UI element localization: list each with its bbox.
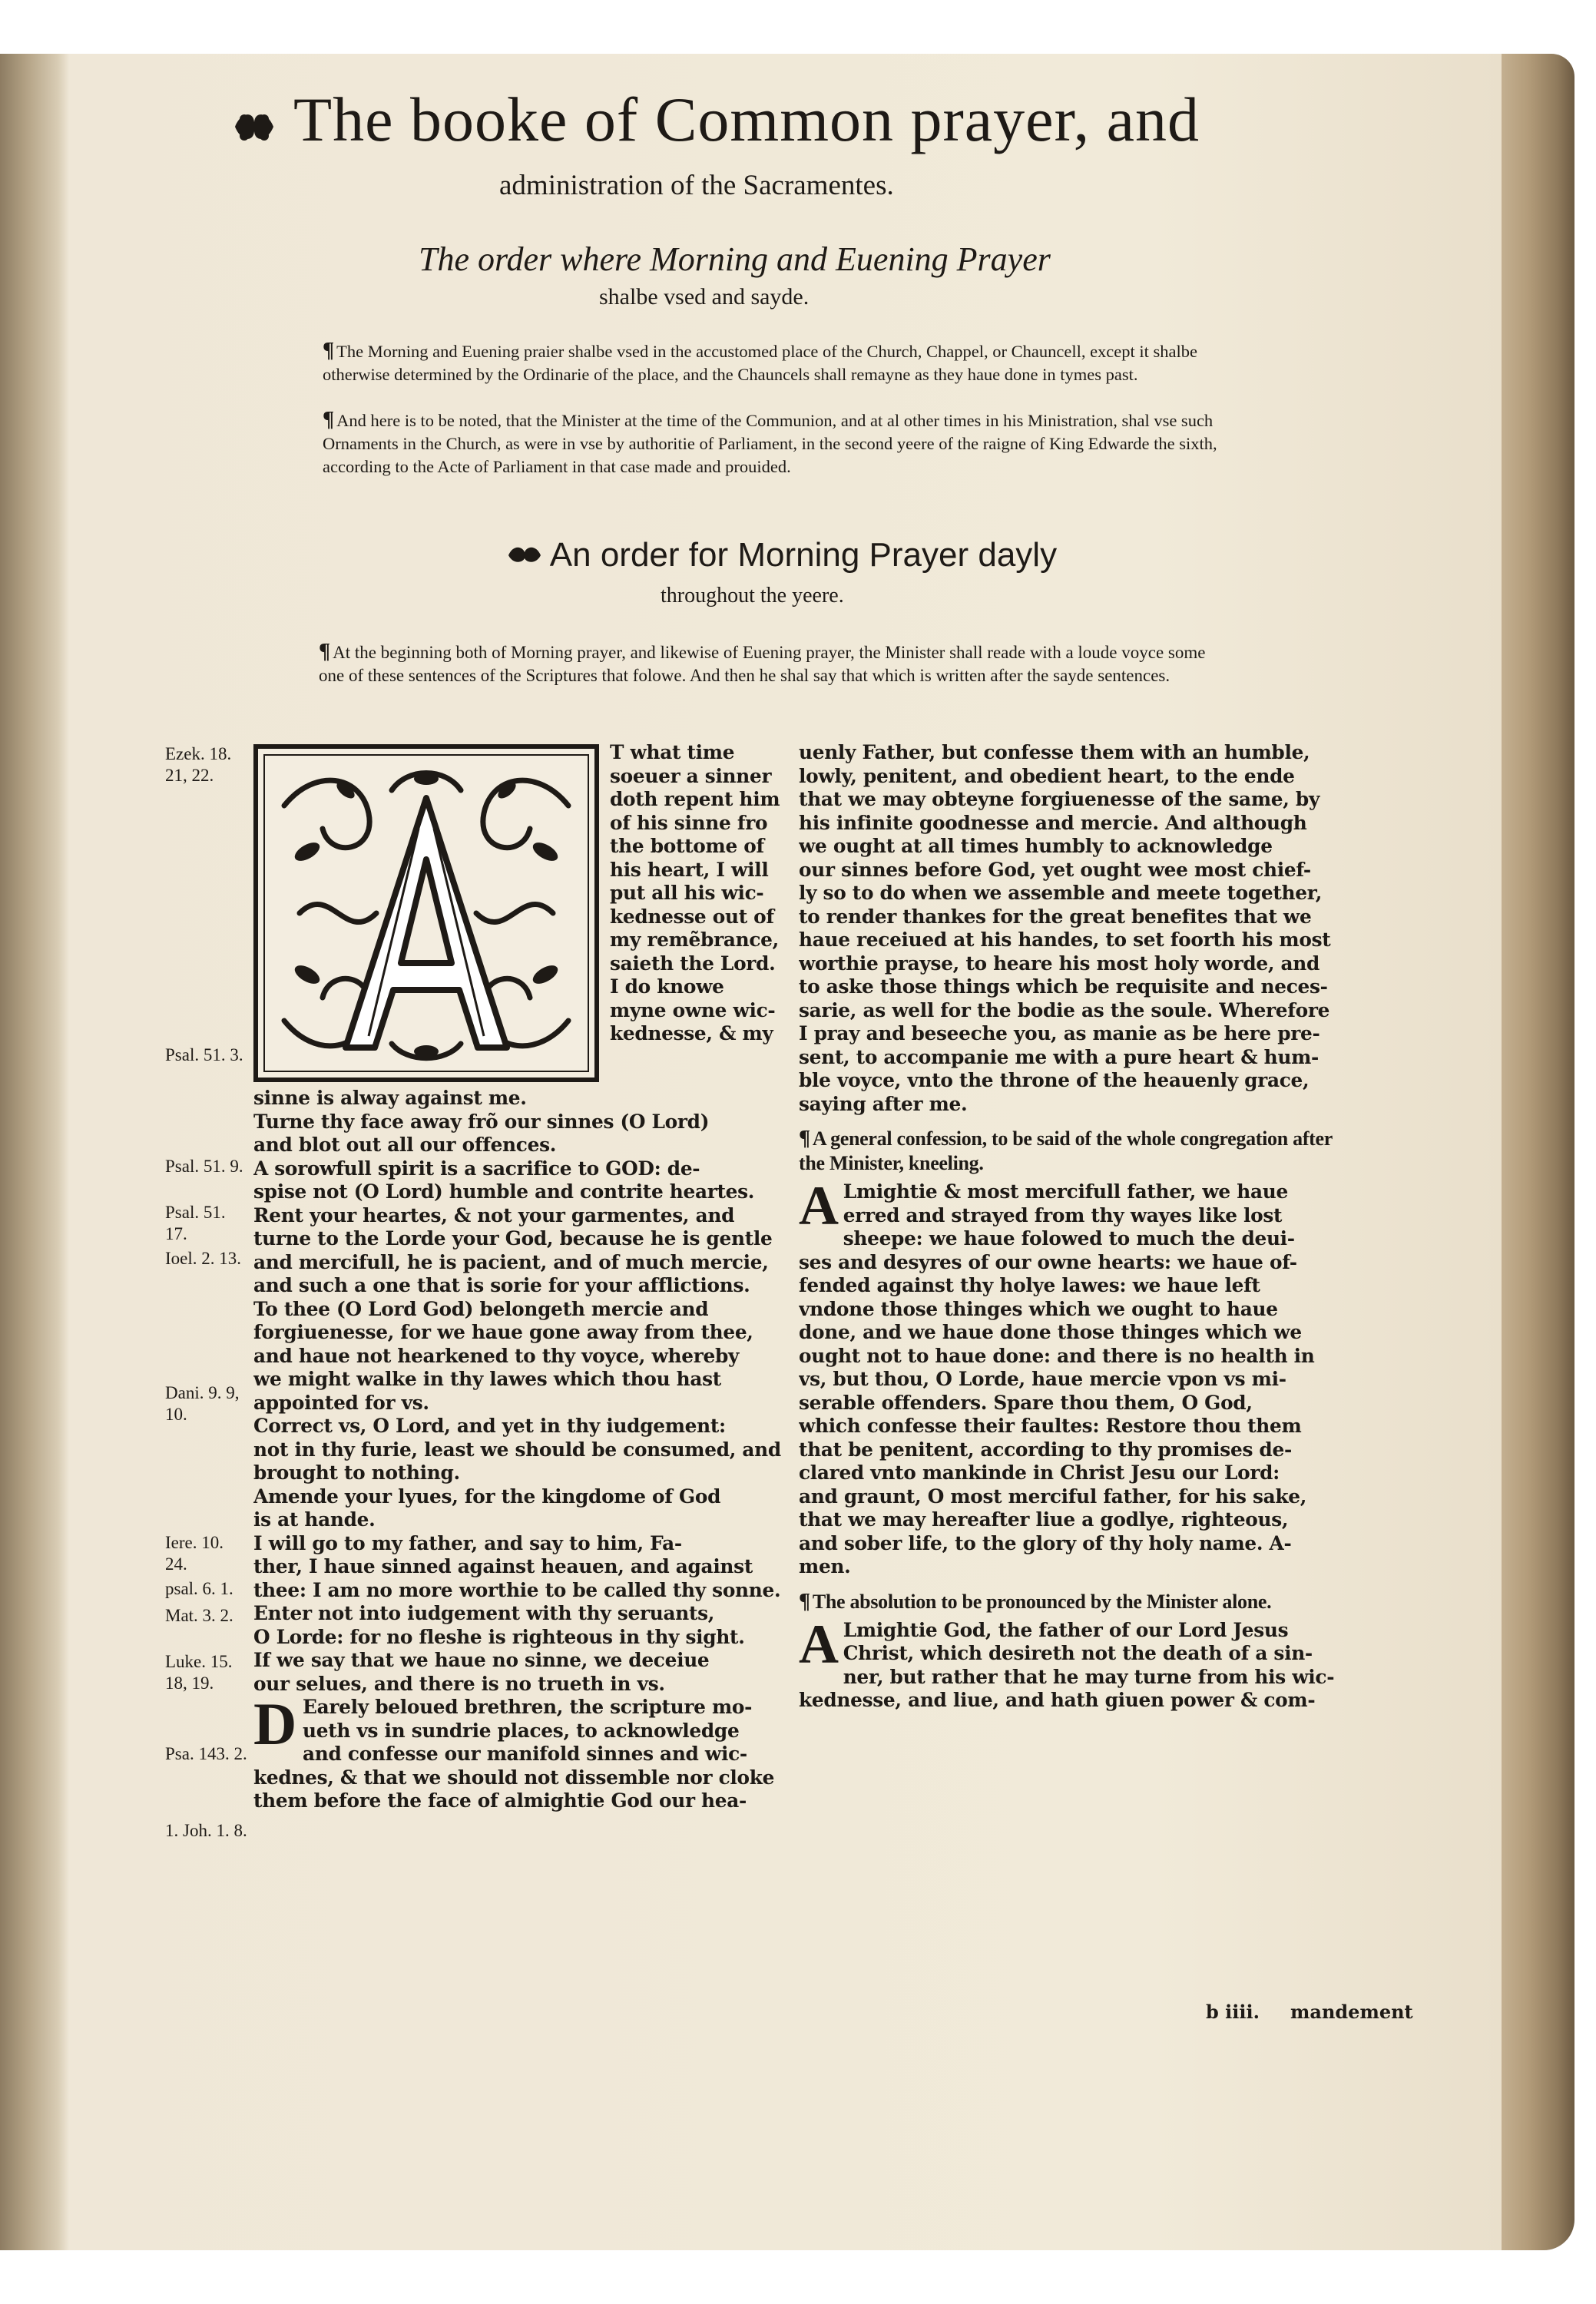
book-gutter: [0, 54, 69, 2250]
page-subtitle: administration of the Sacramentes.: [499, 170, 894, 201]
text-line: saying after me.: [799, 1092, 968, 1115]
text-line: my remẽbrance,: [610, 929, 779, 951]
text-line: spise not (O Lord) humble and contrite heartes.: [253, 1180, 755, 1203]
rubric-paragraph: [319, 641, 1225, 687]
text-line: A sorowfull spirit is a sacrifice to GOD: de-: [253, 1157, 700, 1180]
text-line: I do knowe: [610, 975, 724, 998]
text-line: serable offenders. Spare thou them, O God,: [799, 1391, 1253, 1414]
rubric-paragraph: [323, 339, 1229, 386]
text-line: forgiuenesse, for we haue gone away from thee,: [253, 1321, 753, 1343]
section-heading-text: An order for Morning Prayer dayly: [549, 536, 1058, 574]
text-line: sent, to accompanie me with a pure heart & hum-: [799, 1045, 1320, 1068]
text-line: O Lorde: for no fleshe is righteous in thy sight.: [253, 1625, 745, 1648]
page-title: [230, 84, 1367, 161]
text-line: Earely beloued brethren, the scripture mo-: [303, 1696, 753, 1718]
text-line: T what time: [610, 741, 735, 763]
text-line: is at hande.: [253, 1508, 376, 1531]
text-line: I will go to my father, and say to him, Fa-: [253, 1531, 682, 1554]
rubric-text: The absolution to be pronounced by the Minister alone.: [812, 1590, 1272, 1613]
text-line: To thee (O Lord God) belongeth mercie and: [253, 1297, 709, 1320]
text-line: to render thankes for the great benefites that we: [799, 905, 1312, 928]
text-line: lowly, penitent, and obedient heart, to the ende: [799, 764, 1295, 787]
book-page-edges: [1490, 54, 1574, 2250]
text-line: of his sinne fro: [610, 811, 768, 834]
margin-note: Psal. 51. 17.: [165, 1203, 226, 1243]
fleuron-icon: [230, 91, 278, 161]
text-line: ly so to do when we assemble and meete together,: [799, 882, 1323, 904]
text-line: and such a one that is sorie for your afflictions.: [253, 1274, 750, 1296]
initial-a: A: [799, 1613, 839, 1675]
text-line: done, and we haue done those thinges which we: [799, 1321, 1302, 1343]
exhortation-continued: [799, 741, 1352, 1116]
text-line: worthie prayse, to heare his most holy worde, and: [799, 952, 1320, 975]
text-line: If we say that we haue no sinne, we deceiue: [253, 1649, 710, 1671]
text-line: ther, I haue sinned against heauen, and against: [253, 1555, 753, 1577]
text-line: which confesse their faultes: Restore thou them: [799, 1415, 1302, 1437]
text-line: his heart, I will: [610, 858, 769, 881]
text-line: put all his wic-: [610, 882, 764, 904]
text-line: ner, but rather that he may turne from his wic-: [843, 1665, 1335, 1688]
signature-mark: b iiii.: [1206, 2001, 1260, 2023]
rubric-paragraph: [323, 409, 1229, 478]
initial-d: D: [253, 1690, 297, 1757]
absolution-paragraph: [799, 1613, 1352, 1713]
text-line: ses and desyres of our owne hearts: we haue of-: [799, 1250, 1297, 1273]
text-line: Lmightie & most mercifull father, we haue: [843, 1180, 1288, 1203]
text-line: sarie, as well for the bodie as the soule. Wherefore: [799, 998, 1330, 1021]
rubric-text: The Morning and Euening praier shalbe vsed in the accustomed place of the Church, Chappel, or Chauncell, except it shalbe otherwise determined by the Ordinarie of the place, and the Chauncels shall remayne as they haue done in tymes past.: [323, 342, 1198, 384]
text-line: fended against thy holye lawes: we haue left: [799, 1274, 1260, 1296]
text-line: and graunt, O most merciful father, for his sake,: [799, 1485, 1307, 1508]
pilcrow-icon: ¶: [799, 1589, 810, 1614]
confession-paragraph: [799, 1175, 1352, 1579]
initial-a: A: [799, 1175, 839, 1236]
sentences-block: [253, 1087, 791, 1696]
text-line: kednesse out of: [610, 905, 774, 928]
confession-rubric: [799, 1127, 1352, 1176]
text-line: sinne is alway against me.: [253, 1087, 527, 1109]
text-line: kednesse, & my: [610, 1022, 773, 1044]
left-column: [253, 741, 791, 1813]
text-line: them before the face of almightie God our hea-: [253, 1789, 747, 1812]
text-line: our sinnes before God, yet ought wee most chief-: [799, 858, 1311, 881]
text-line: ueth vs in sundrie places, to acknowledge: [303, 1719, 740, 1742]
text-line: appointed for vs.: [253, 1391, 429, 1414]
text-line: Rent your heartes, & not your garmentes, and: [253, 1203, 735, 1226]
text-line: sheepe: we haue folowed to much the deui-: [843, 1227, 1295, 1250]
text-line: kednesse, and liue, and hath giuen power & com-: [799, 1689, 1316, 1711]
text-line: I pray and beseeche you, as manie as be here pre-: [799, 1022, 1320, 1044]
text-line: doth repent him: [610, 788, 780, 810]
pilcrow-icon: ¶: [319, 640, 331, 664]
text-line: we might walke in thy lawes which thou hast: [253, 1368, 721, 1390]
text-line: Enter not into iudgement with thy seruants,: [253, 1602, 715, 1624]
order-heading-line2: shalbe vsed and sayde.: [599, 284, 810, 310]
text-line: that we may obteyne forgiuenesse of the same, by: [799, 788, 1320, 810]
text-line: and sober life, to the glory of thy holy name. A-: [799, 1531, 1292, 1554]
text-line: uenly Father, but confesse them with an humble,: [799, 741, 1310, 763]
text-line: not in thy furie, least we should be consumed, and: [253, 1438, 781, 1461]
text-line: that be penitent, according to thy promises de-: [799, 1438, 1292, 1461]
order-heading: The order where Morning and Euening Prayer: [419, 240, 1051, 278]
text-line: and blot out all our offences.: [253, 1134, 557, 1156]
text-line: kednes, & that we should not dissemble nor cloke: [253, 1766, 775, 1789]
text-line: brought to nothing.: [253, 1462, 460, 1484]
text-line: saieth the Lord.: [610, 952, 776, 975]
margin-note: Psal. 51. 3.: [165, 1045, 243, 1064]
text-line: vndone those thinges which we ought to haue: [799, 1297, 1278, 1320]
exhortation-paragraph: [253, 1690, 791, 1813]
text-line: the bottome of: [610, 835, 764, 857]
fleuron-icon: [507, 538, 542, 576]
rubric-text: And here is to be noted, that the Minister at the time of the Communion, and at al other times in his Ministration, shal vse such Ornaments in the Church, as were in vse by authoritie of Parliament, in the second yeere of the raigne of King Edwarde the sixth, according to the Acte of Parliament in that case made and prouided.: [323, 411, 1217, 476]
rubric-text: At the beginning both of Morning prayer, and likewise of Euening prayer, the Minister shall reade with a loude voyce some one of these sentences of the Scriptures that folowe. And then he shal say that which is written after the sayde sentences.: [319, 643, 1206, 685]
pilcrow-icon: ¶: [799, 1127, 810, 1150]
text-line: ble voyce, vnto the throne of the heauenly grace,: [799, 1069, 1310, 1091]
text-line: we ought at all times humbly to acknowledge: [799, 835, 1273, 857]
text-line: myne owne wic-: [610, 998, 776, 1021]
text-line: vs, but thou, O Lorde, haue mercie vpon vs mi-: [799, 1368, 1286, 1390]
text-line: Christ, which desireth not the death of a sin-: [843, 1642, 1313, 1664]
text-line: thee: I am no more worthie to be called thy sonne.: [253, 1578, 781, 1601]
margin-note: Iere. 10. 24.: [165, 1533, 224, 1574]
absolution-rubric: [799, 1590, 1352, 1614]
text-line: and haue not hearkened to thy voyce, whereby: [253, 1344, 740, 1367]
rubric-text: A general confession, to be said of the whole congregation after the Minister, kneeling.: [799, 1127, 1333, 1174]
pilcrow-icon: ¶: [323, 339, 335, 362]
text-line: and mercifull, he is pacient, and of much mercie,: [253, 1250, 769, 1273]
text-line: and confesse our manifold sinnes and wic-: [303, 1743, 747, 1765]
section-heading: [507, 536, 1198, 576]
text-line: haue receiued at his handes, to set foorth his most: [799, 929, 1331, 951]
text-line: our selues, and there is no trueth in vs.: [253, 1672, 665, 1695]
margin-note: Ioel. 2. 13.: [165, 1249, 242, 1268]
margin-note: Psa. 143. 2.: [165, 1744, 247, 1763]
text-line: to aske those things which be requisite and neces-: [799, 975, 1328, 998]
margin-note: Luke. 15. 18, 19.: [165, 1652, 233, 1693]
text-line: that we may hereafter liue a godlye, righteous,: [799, 1508, 1289, 1531]
section-heading-line2: throughout the yeere.: [661, 584, 844, 607]
text-line: soeuer a sinner: [610, 764, 772, 787]
text-line: his infinite goodnesse and mercie. And although: [799, 811, 1307, 834]
margin-note: Dani. 9. 9, 10.: [165, 1383, 240, 1424]
text-line: turne to the Lorde your God, because he is gentle: [253, 1227, 773, 1250]
text-line: Lmightie God, the father of our Lord Jesus: [843, 1618, 1289, 1641]
margin-note: 1. Joh. 1. 8.: [165, 1821, 247, 1840]
catchword: mandement: [1290, 2001, 1413, 2023]
margin-note: Ezek. 18. 21, 22.: [165, 744, 232, 785]
text-line: Correct vs, O Lord, and yet in thy iudgement:: [253, 1415, 726, 1437]
pilcrow-icon: ¶: [323, 408, 335, 432]
text-line: ought not to haue done: and there is no health in: [799, 1344, 1315, 1367]
margin-note: Mat. 3. 2.: [165, 1606, 233, 1625]
text-line: clared vnto mankinde in Christ Jesu our Lord:: [799, 1462, 1280, 1484]
text-line: Turne thy face away frõ our sinnes (O Lord): [253, 1110, 710, 1133]
page-title-text: The booke of Common prayer, and: [293, 84, 1200, 154]
decorated-initial-a-icon: [253, 744, 599, 1082]
margin-note: psal. 6. 1.: [165, 1579, 233, 1598]
right-column: [799, 741, 1352, 1713]
text-line: men.: [799, 1555, 851, 1577]
text-line: erred and strayed from thy wayes like lost: [843, 1203, 1283, 1226]
margin-note: Psal. 51. 9.: [165, 1157, 243, 1176]
text-line: Amende your lyues, for the kingdome of God: [253, 1485, 721, 1508]
